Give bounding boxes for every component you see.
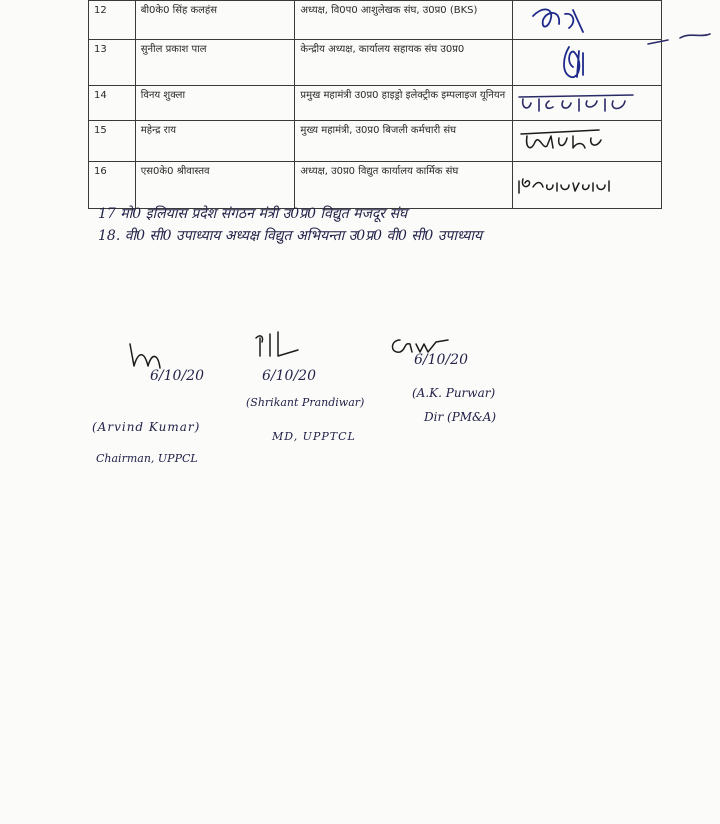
signatory-title: Dir (PM&A) bbox=[424, 410, 497, 424]
member-name: सुनील प्रकाश पाल bbox=[135, 40, 295, 86]
signature-table bbox=[88, 0, 662, 209]
table-row bbox=[89, 121, 662, 162]
row-number: 14 bbox=[89, 86, 136, 121]
member-designation: अध्यक्ष, उ0प्र0 विद्युत कार्यालय कार्मिक संघ bbox=[295, 162, 512, 209]
handwritten-line-17: 17 मो0 इलियास प्रदेश संगठन मंत्री उ0प्र0 विद्युत मजदूर संघ bbox=[98, 206, 408, 222]
signature-cell bbox=[512, 162, 661, 209]
member-designation: प्रमुख महामंत्री उ0प्र0 हाइड्रो इलेक्ट्रीक इम्पलाइज यूनियन bbox=[295, 86, 512, 121]
signatory-name: (A.K. Purwar) bbox=[412, 386, 496, 400]
signature-date: 6/10/20 bbox=[262, 368, 316, 384]
member-name: बी0के0 सिंह कलहंस bbox=[135, 1, 295, 40]
signature-date: 6/10/20 bbox=[150, 368, 204, 384]
row-number: 16 bbox=[89, 162, 136, 209]
table-row bbox=[89, 86, 662, 121]
row-number: 13 bbox=[89, 40, 136, 86]
member-name: विनय शुक्ला bbox=[135, 86, 295, 121]
handwritten-signature bbox=[513, 1, 653, 39]
signatory-name: (Shrikant Prandiwar) bbox=[246, 396, 365, 409]
handwritten-signature bbox=[513, 86, 653, 120]
member-designation: अध्यक्ष, वि0प0 आशुलेखक संघ, उ0प्र0 (BKS) bbox=[295, 1, 512, 40]
handwritten-signature bbox=[250, 330, 310, 366]
handwritten-signature bbox=[513, 162, 653, 208]
signature-cell bbox=[512, 121, 661, 162]
handwritten-signature bbox=[513, 121, 653, 161]
member-name: एस0के0 श्रीवास्तव bbox=[135, 162, 295, 209]
table-row bbox=[89, 162, 662, 209]
handwritten-line-18: 18. वी0 सी0 उपाध्याय अध्यक्ष विद्युत अभियन्ता उ0प्र0 वी0 सी0 उपाध्याय bbox=[98, 228, 483, 244]
handwritten-signature bbox=[513, 40, 653, 85]
table-row bbox=[89, 40, 662, 86]
member-designation: मुख्य महामंत्री, उ0प्र0 बिजली कर्मचारी संघ bbox=[295, 121, 512, 162]
row-number: 12 bbox=[89, 1, 136, 40]
margin-mark bbox=[640, 28, 720, 58]
signature-cell bbox=[512, 86, 661, 121]
table-row bbox=[89, 1, 662, 40]
signatory-name: (Arvind Kumar) bbox=[92, 420, 201, 434]
signature-date: 6/10/20 bbox=[414, 352, 468, 368]
member-designation: केन्द्रीय अध्यक्ष, कार्यालय सहायक संघ उ0प्र0 bbox=[295, 40, 512, 86]
row-number: 15 bbox=[89, 121, 136, 162]
signatory-title: Chairman, UPPCL bbox=[96, 452, 198, 465]
member-name: महेन्द्र राय bbox=[135, 121, 295, 162]
signatory-title: MD, UPPTCL bbox=[272, 430, 356, 443]
